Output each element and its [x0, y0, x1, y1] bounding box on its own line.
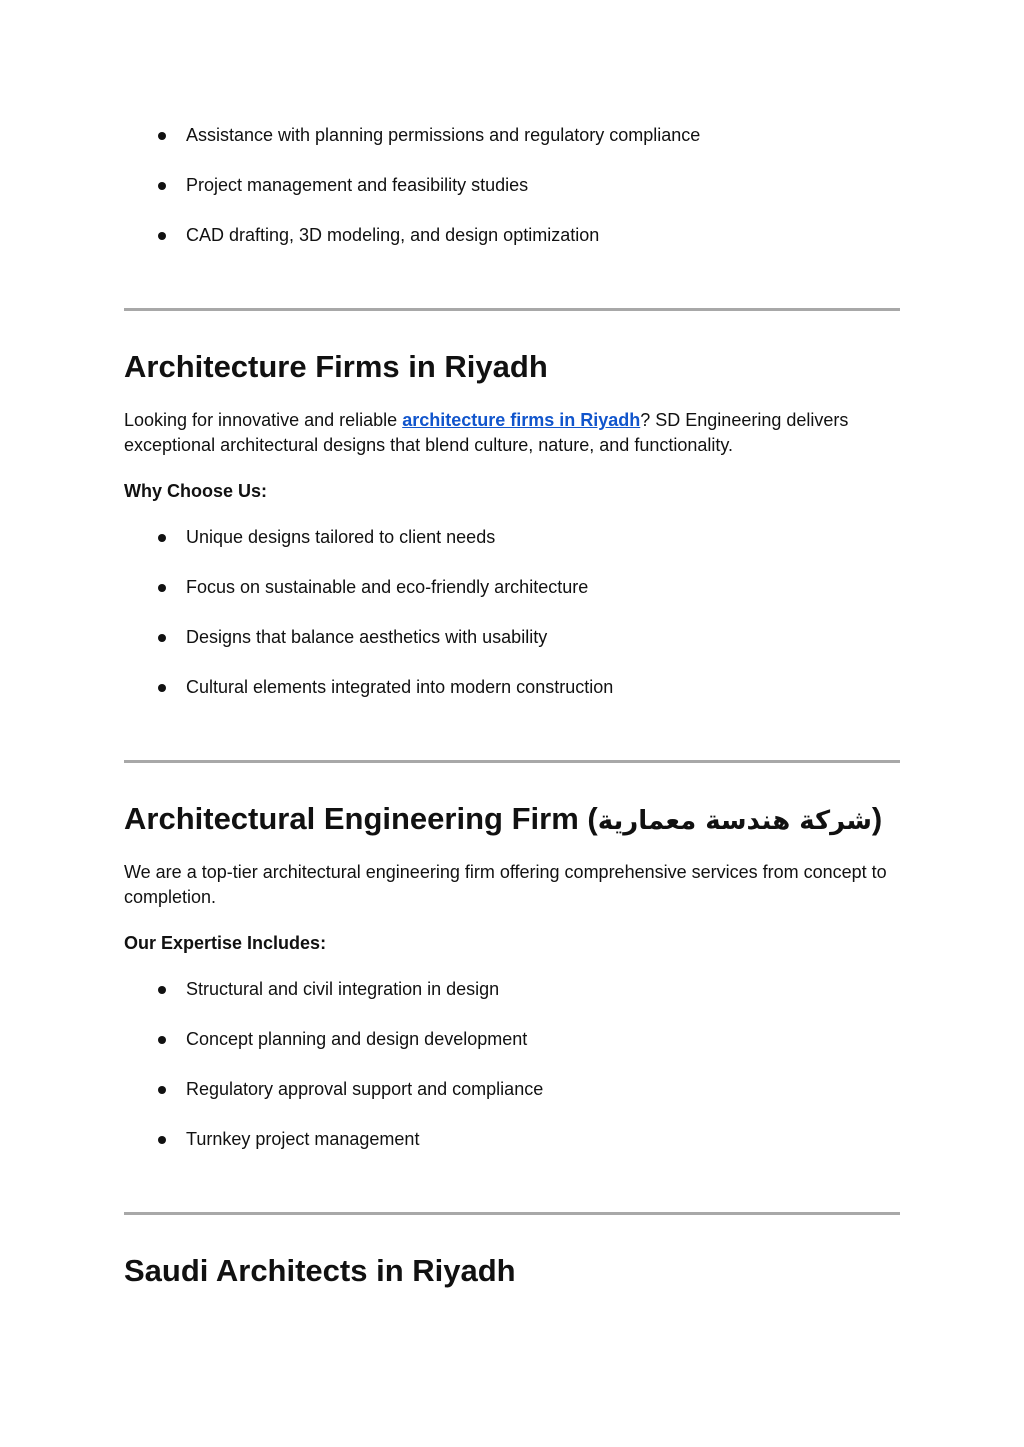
section-divider: [124, 760, 900, 763]
list-item: [124, 526, 900, 548]
bullet-icon: [158, 684, 166, 692]
bullet-icon: [158, 584, 166, 592]
list-item-text: Unique designs tailored to client needs: [186, 527, 496, 547]
list-item: [124, 174, 900, 196]
list-item-text: Assistance with planning permissions and regulatory compliance: [186, 125, 701, 145]
list-item: [124, 626, 900, 648]
bullet-icon: [158, 1086, 166, 1094]
bullet-icon: [158, 232, 166, 240]
list-item: [124, 1028, 900, 1050]
list-item-text: Cultural elements integrated into modern construction: [186, 677, 614, 697]
heading-arabic-text: شركة هندسة معمارية: [597, 806, 872, 836]
architecture-firms-link[interactable]: architecture firms in Riyadh: [402, 410, 641, 430]
services-list: [124, 124, 900, 246]
section-heading-architecture-firms: Architecture Firms in Riyadh: [124, 349, 548, 384]
section-heading-saudi-architects: Saudi Architects in Riyadh: [124, 1253, 516, 1288]
section-divider: [124, 308, 900, 311]
section-intro-paragraph: We are a top-tier architectural engineering firm offering comprehensive services from concept to completion.: [124, 862, 887, 907]
list-item-text: Regulatory approval support and compliance: [186, 1079, 544, 1099]
list-item-text: Concept planning and design development: [186, 1029, 528, 1049]
list-item: [124, 1128, 900, 1150]
why-choose-us-label: Why Choose Us:: [124, 481, 268, 501]
bullet-icon: [158, 1136, 166, 1144]
why-choose-us-list: [124, 526, 900, 698]
intro-text: Looking for innovative and reliable: [124, 410, 403, 430]
list-item-text: CAD drafting, 3D modeling, and design optimization: [186, 225, 600, 245]
section-divider: [124, 1212, 900, 1215]
list-item: [124, 1078, 900, 1100]
list-item: [124, 124, 900, 146]
section-intro-paragraph: [124, 408, 900, 458]
list-item: [124, 978, 900, 1000]
bullet-icon: [158, 1036, 166, 1044]
list-item: [124, 224, 900, 246]
list-item-text: Focus on sustainable and eco-friendly architecture: [186, 577, 589, 597]
bullet-icon: [158, 132, 166, 140]
list-item-text: Turnkey project management: [186, 1129, 420, 1149]
our-expertise-label: Our Expertise Includes:: [124, 933, 327, 953]
heading-text: Architectural Engineering Firm (: [124, 801, 598, 836]
list-item-text: Structural and civil integration in design: [186, 979, 500, 999]
list-item: [124, 576, 900, 598]
bullet-icon: [158, 986, 166, 994]
bullet-icon: [158, 634, 166, 642]
section-heading-architectural-engineering: [124, 800, 882, 840]
list-item: [124, 676, 900, 698]
intro-text-continued: ? SD Engineering delivers exceptional architectural designs that blend culture, nature, and functionality.: [124, 410, 849, 455]
bullet-icon: [158, 182, 166, 190]
expertise-list: [124, 978, 900, 1150]
bullet-icon: [158, 534, 166, 542]
list-item-text: Designs that balance aesthetics with usability: [186, 627, 548, 647]
heading-close-paren: ): [871, 801, 883, 836]
list-item-text: Project management and feasibility studies: [186, 175, 529, 195]
